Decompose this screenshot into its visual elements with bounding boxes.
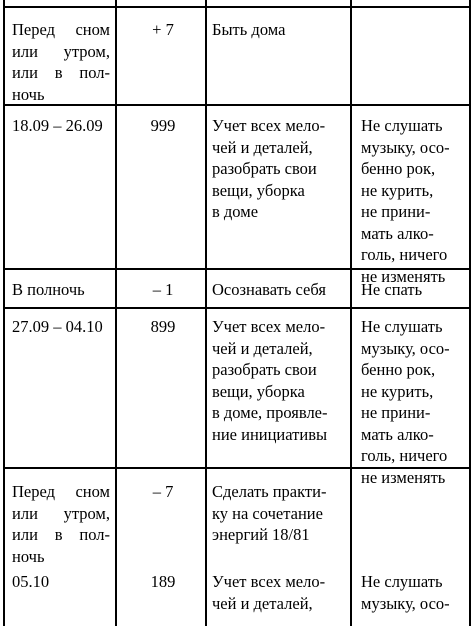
table-cell-action: Осознавать себя [212, 280, 326, 299]
row-border [3, 6, 470, 8]
table-cell-period: В полночь [12, 280, 85, 299]
table-cell-number: 999 [150, 116, 176, 135]
table-cell-number: 899 [150, 317, 176, 336]
table-cell-number: + 7 [152, 20, 174, 39]
column-border [205, 0, 207, 626]
table-cell-period: 05.10 [12, 572, 50, 591]
table-cell-restriction: Не слушать музыку, осо- бенно рок, не курить, не прини- мать алко- голь, ничего не изменять [361, 317, 450, 487]
table-cell-action: Учет всех мело- чей и деталей, разобрать свои вещи, уборка в доме, проявле- ние инициативы [212, 317, 328, 444]
table-cell-period: 27.09 – 04.10 [12, 317, 103, 336]
row-border [3, 307, 470, 309]
table-cell-action: Учет всех мело- чей и деталей, [212, 572, 326, 613]
table-cell-number: – 7 [152, 482, 174, 501]
table-cell-restriction: Не слушать музыку, осо- [361, 572, 450, 613]
table-cell-period: Перед сном или утром, или в пол- ночь [12, 20, 110, 104]
table-cell-action: Быть дома [212, 20, 286, 39]
table-cell-number: – 1 [152, 280, 174, 299]
table-cell-restriction: Не слушать музыку, осо- бенно рок, не курить, не прини- мать алко- голь, ничего не изменять [361, 116, 450, 286]
column-border [3, 0, 5, 626]
column-border [350, 0, 352, 626]
table-cell-action: Учет всех мело- чей и деталей, разобрать свои вещи, уборка в доме [212, 116, 326, 221]
column-border [469, 0, 471, 626]
table-cell-period: Перед сном или утром, или в пол- ночь [12, 482, 110, 566]
table-cell-period: 18.09 – 26.09 [12, 116, 103, 135]
table-cell-restriction: Не спать [361, 280, 423, 299]
column-border [115, 0, 117, 626]
table-cell-action: Сделать практи- ку на сочетание энергий 18/81 [212, 482, 327, 544]
table-cell-number: 189 [150, 572, 176, 591]
